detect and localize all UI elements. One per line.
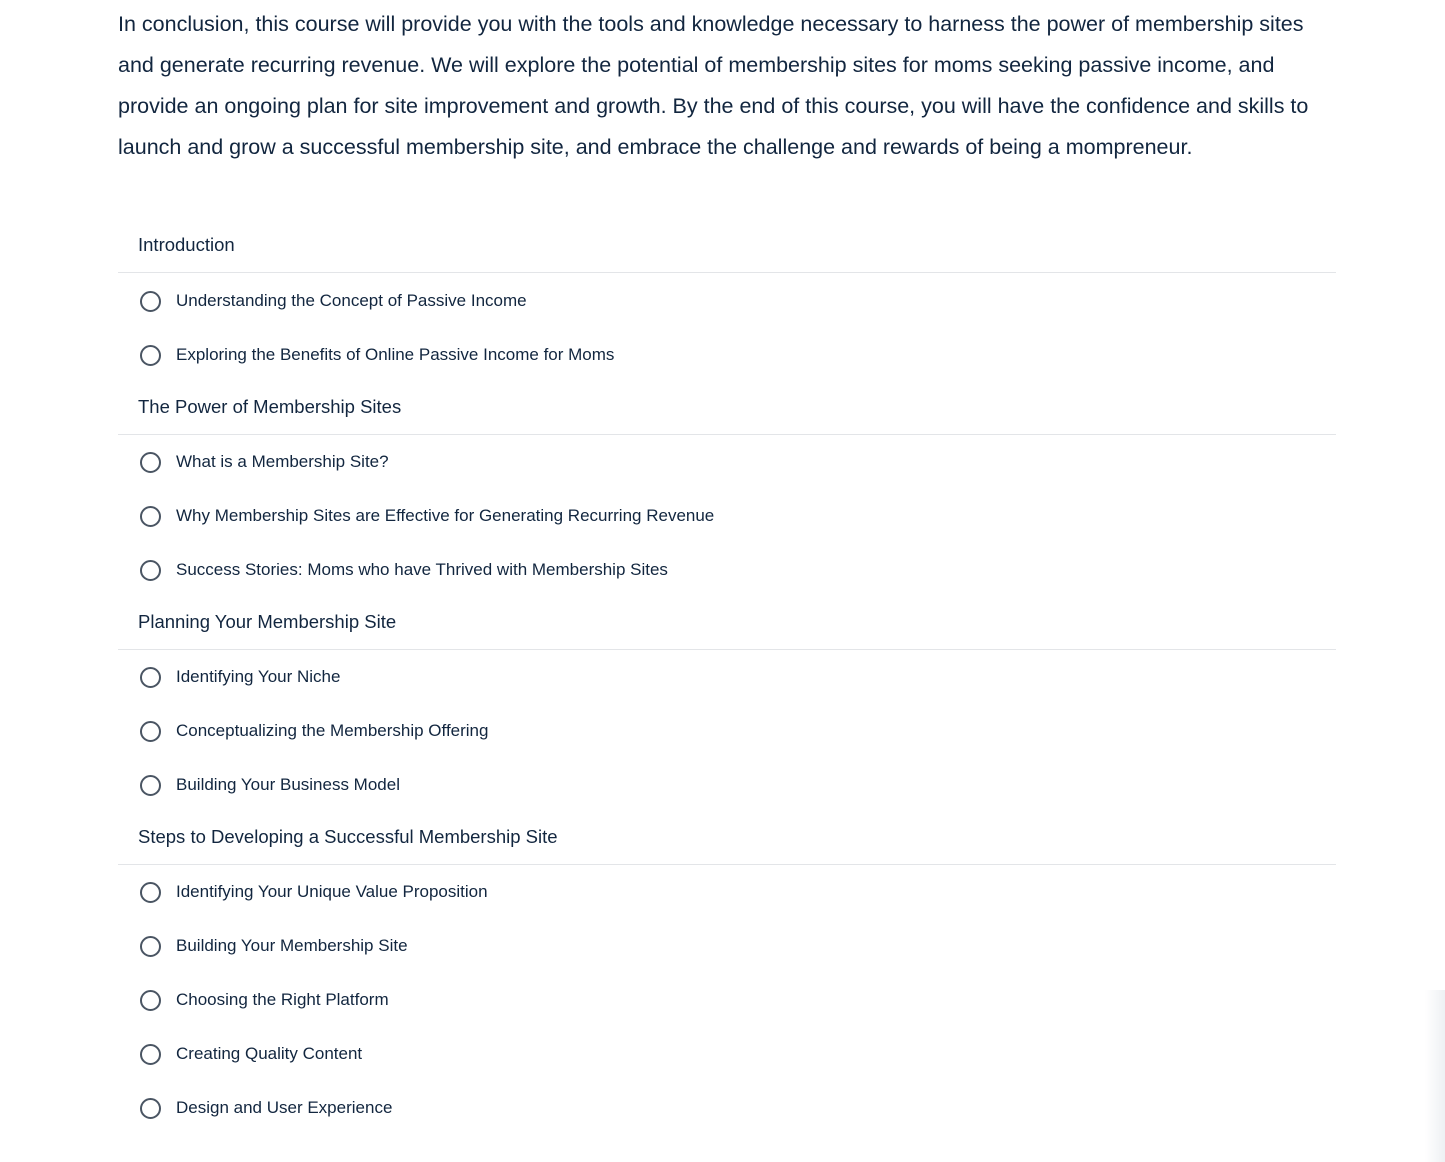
empty-circle-icon[interactable] (140, 560, 161, 581)
curriculum-section (118, 597, 1336, 812)
section-title: Steps to Developing a Successful Membership Site (118, 812, 1336, 865)
lesson-title[interactable]: Building Your Business Model (176, 775, 400, 794)
section-title: Introduction (118, 220, 1336, 273)
empty-circle-icon[interactable] (140, 452, 161, 473)
empty-circle-icon[interactable] (140, 936, 161, 957)
empty-circle-icon[interactable] (140, 345, 161, 366)
lesson-title[interactable]: Conceptualizing the Membership Offering (176, 721, 489, 740)
lesson-item[interactable] (118, 274, 1336, 328)
lesson-item[interactable] (118, 435, 1336, 489)
lesson-item[interactable] (118, 704, 1336, 758)
lesson-item[interactable] (118, 650, 1336, 704)
lesson-list (118, 650, 1336, 812)
lesson-title[interactable]: Success Stories: Moms who have Thrived with Membership Sites (176, 560, 668, 579)
lesson-item[interactable] (118, 919, 1336, 973)
lesson-item[interactable] (118, 489, 1336, 543)
curriculum-section (118, 220, 1336, 382)
lesson-title[interactable]: Understanding the Concept of Passive Income (176, 291, 527, 310)
empty-circle-icon[interactable] (140, 775, 161, 796)
lesson-title[interactable]: What is a Membership Site? (176, 452, 389, 471)
empty-circle-icon[interactable] (140, 667, 161, 688)
lesson-list (118, 865, 1336, 1135)
empty-circle-icon[interactable] (140, 1044, 161, 1065)
edge-shadow (1425, 990, 1445, 1162)
lesson-title[interactable]: Exploring the Benefits of Online Passive Income for Moms (176, 345, 615, 364)
lesson-item[interactable] (118, 543, 1336, 597)
lesson-item[interactable] (118, 758, 1336, 812)
course-description (118, 0, 1336, 168)
curriculum-section (118, 382, 1336, 597)
lesson-title[interactable]: Building Your Membership Site (176, 936, 408, 955)
lesson-title[interactable]: Choosing the Right Platform (176, 990, 389, 1009)
section-title: The Power of Membership Sites (118, 382, 1336, 435)
lesson-item[interactable] (118, 973, 1336, 1027)
empty-circle-icon[interactable] (140, 990, 161, 1011)
empty-circle-icon[interactable] (140, 721, 161, 742)
lesson-list (118, 273, 1336, 382)
section-title: Planning Your Membership Site (118, 597, 1336, 650)
empty-circle-icon[interactable] (140, 882, 161, 903)
empty-circle-icon[interactable] (140, 291, 161, 312)
lesson-title[interactable]: Why Membership Sites are Effective for Generating Recurring Revenue (176, 506, 715, 525)
empty-circle-icon[interactable] (140, 506, 161, 527)
lesson-item[interactable] (118, 1081, 1336, 1135)
lesson-list (118, 435, 1336, 597)
empty-circle-icon[interactable] (140, 1098, 161, 1119)
intro-paragraph: In conclusion, this course will provide you with the tools and knowledge necessary to harness the power of membership sites and generate recurring revenue. We will explore the potential of membership sites for moms seeking passive income, and provide an ongoing plan for site improvement and growth. By the end of this course, you will have the confidence and skills to launch and grow a successful membership site, and embrace the challenge and rewards of being a mompreneur. (118, 12, 1309, 159)
lesson-title[interactable]: Creating Quality Content (176, 1044, 363, 1063)
curriculum-section (118, 812, 1336, 1135)
lesson-title[interactable]: Identifying Your Unique Value Proposition (176, 882, 488, 901)
lesson-item[interactable] (118, 328, 1336, 382)
course-curriculum (118, 220, 1336, 1135)
lesson-title[interactable]: Design and User Experience (176, 1098, 393, 1117)
lesson-title[interactable]: Identifying Your Niche (176, 667, 341, 686)
lesson-item[interactable] (118, 1027, 1336, 1081)
lesson-item[interactable] (118, 865, 1336, 919)
